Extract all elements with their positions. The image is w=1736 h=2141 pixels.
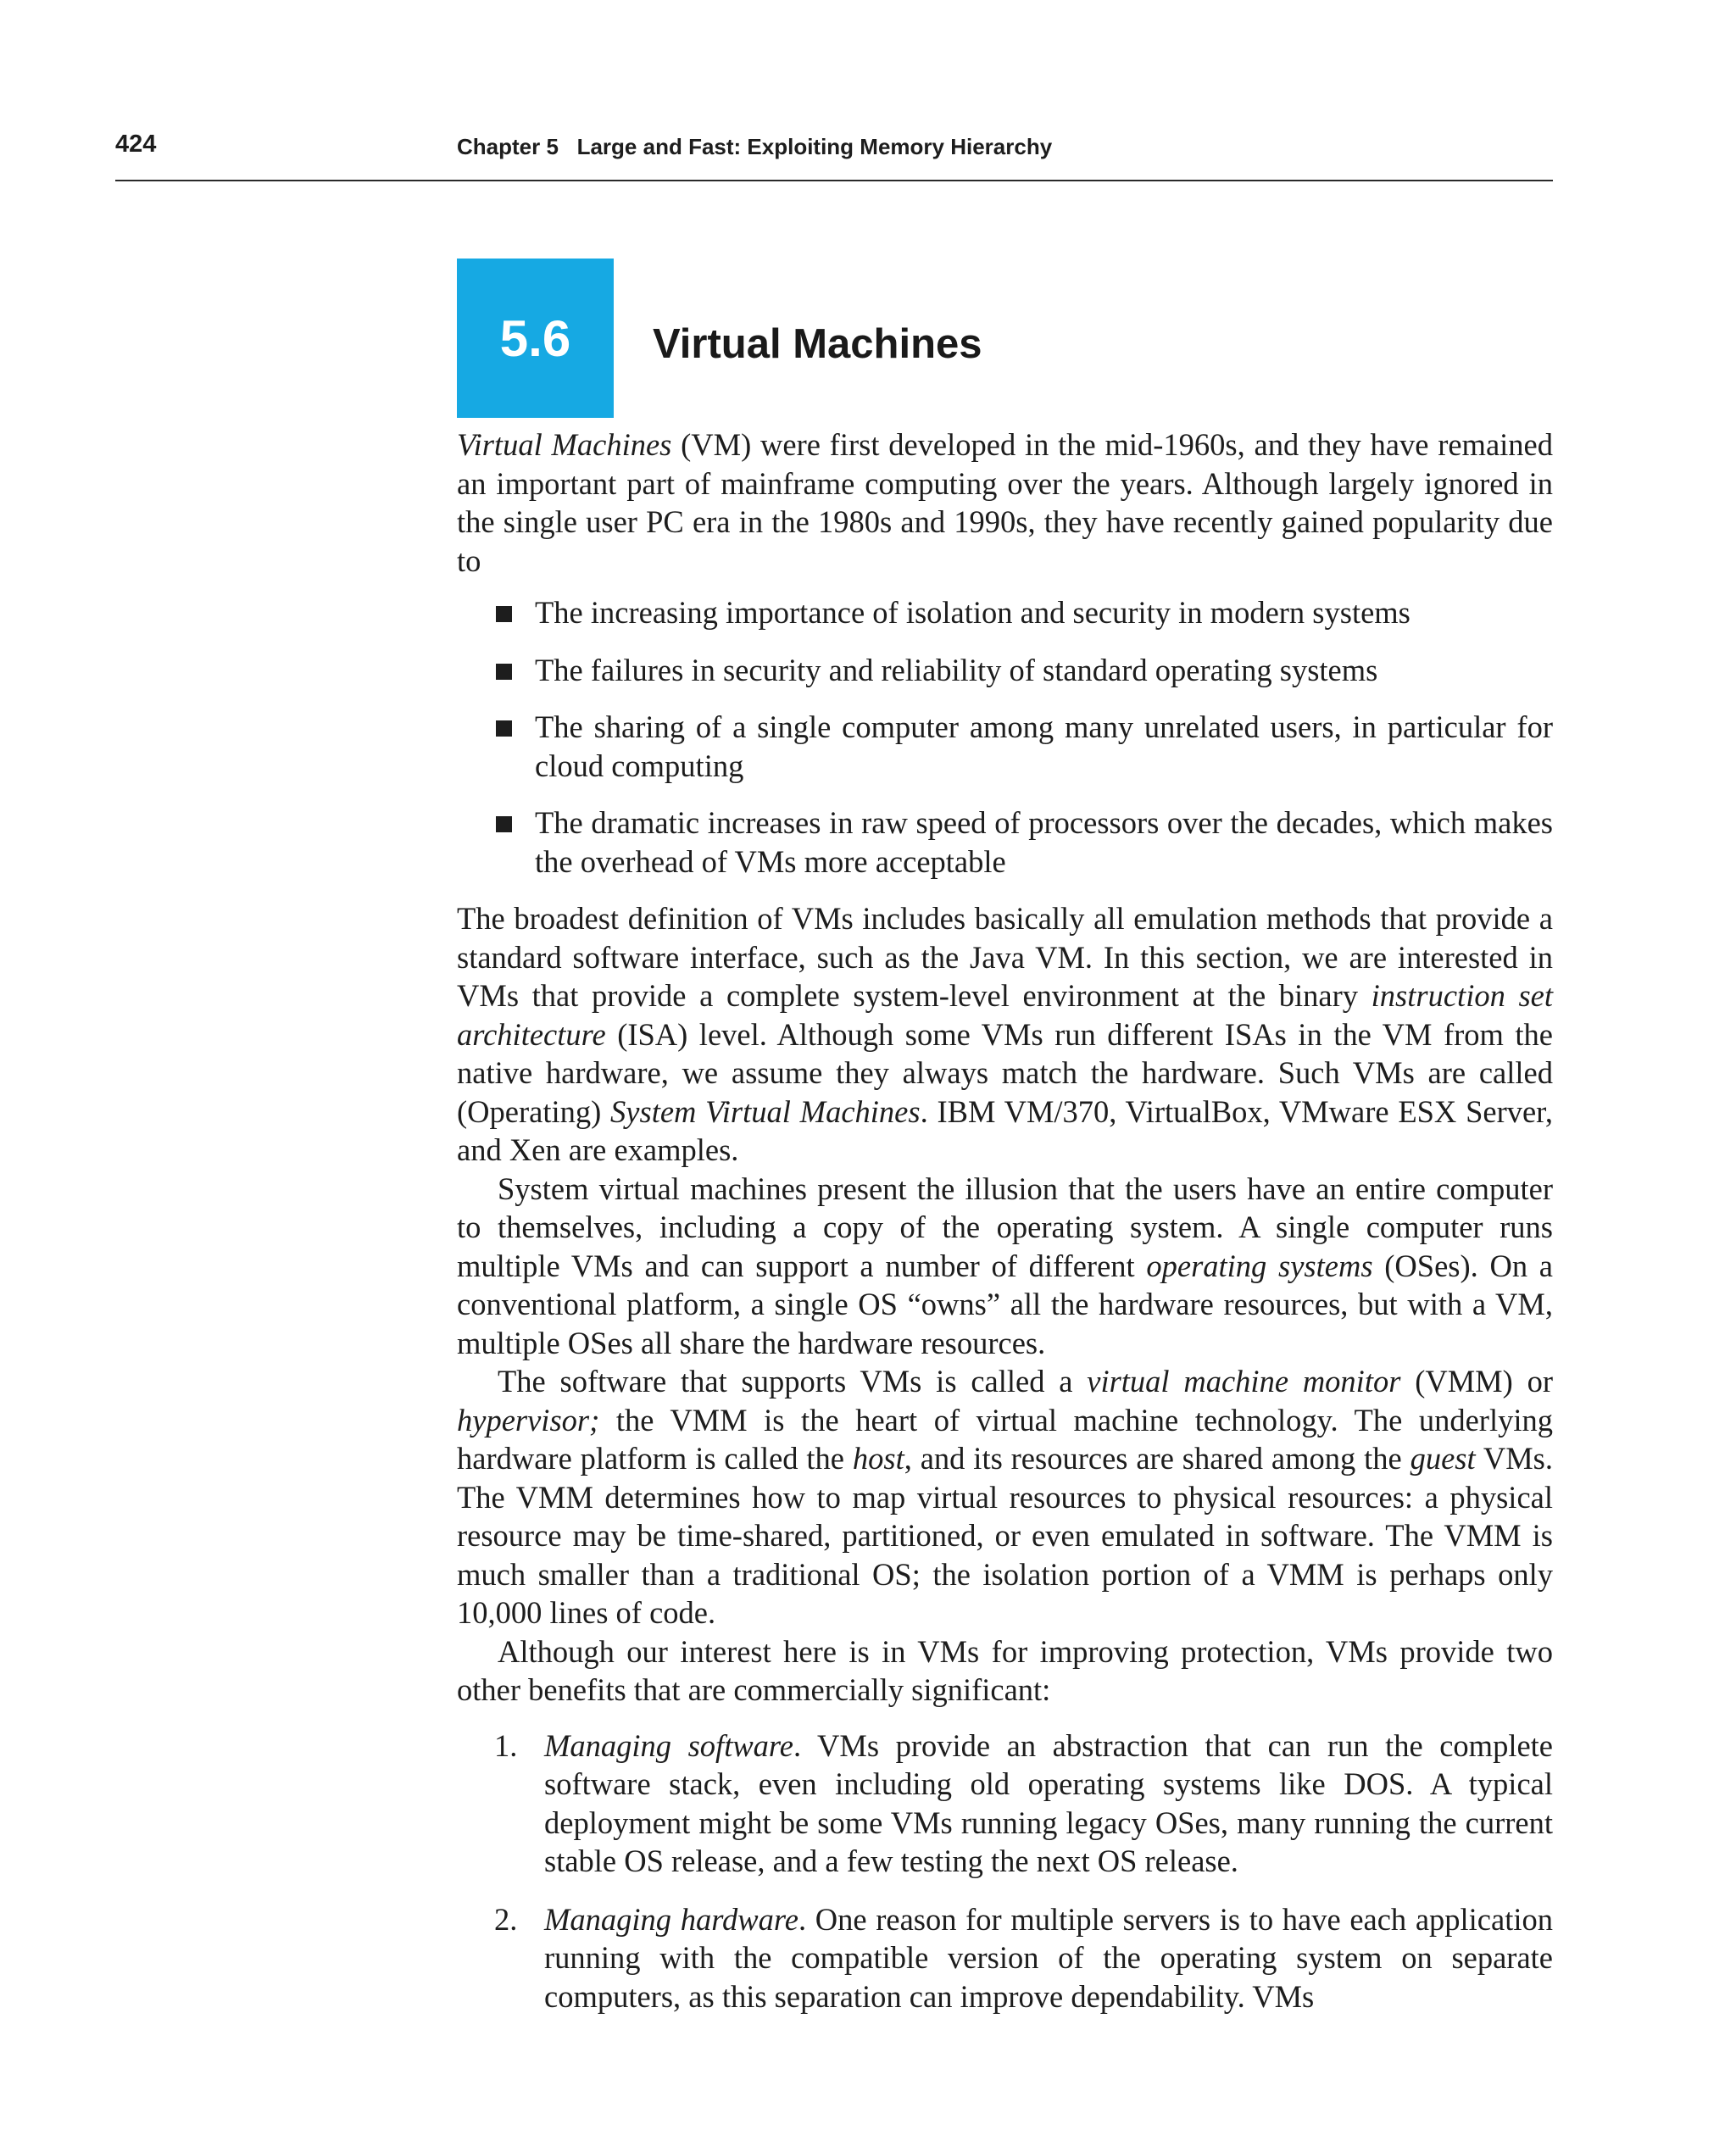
text-run: The software that supports VMs is called a <box>498 1364 1088 1399</box>
term-system-vm: System Virtual Machines <box>610 1093 921 1129</box>
intro-text: (VM) were first developed in the mid-1960s, and they have remained an important part of mainframe computing over the years. Although largely ignored in the single user PC era in the 1980s and 1990s, they have recently gained popularity due to <box>457 427 1553 578</box>
item-term: Managing hardware <box>544 1901 798 1937</box>
section-title: Virtual Machines <box>653 321 982 367</box>
term-hypervisor: hypervisor; <box>457 1402 600 1438</box>
list-item <box>457 708 1553 785</box>
square-bullet-icon <box>496 720 512 737</box>
paragraph-benefits: Although our interest here is in VMs for improving protection, VMs provide two other benefits that are commercially significant: <box>457 1633 1553 1707</box>
item-term: Managing software <box>544 1727 793 1763</box>
paragraph-illusion <box>457 1170 1553 1363</box>
term-vmm: virtual machine monitor <box>1087 1364 1401 1399</box>
intro-paragraph <box>457 425 1553 580</box>
bullet-list <box>457 593 1553 881</box>
list-item <box>457 1900 1553 2016</box>
bullet-text: The increasing importance of isolation and security in modern systems <box>535 595 1410 630</box>
term-isa: instruction set architecture <box>457 978 1554 1052</box>
paragraph-vmm <box>457 1362 1553 1632</box>
intro-term: Virtual Machines <box>457 427 672 462</box>
running-header <box>115 127 1553 181</box>
text-run: System virtual machines present the illusion that the users have an entire computer to themselves, including a copy of the operating system. A single computer runs multiple VMs and can support a number of different <box>457 1171 1553 1283</box>
body-text <box>457 425 1553 2035</box>
square-bullet-icon <box>496 816 512 832</box>
text-run: the VMM is the heart of virtual machine technology. The underlying hardware platform is called the <box>457 1402 1553 1476</box>
item-number: 1. <box>494 1727 518 1763</box>
section-number-box <box>457 259 614 418</box>
text-run: , and its resources are shared among the <box>904 1441 1410 1476</box>
term-host: host <box>852 1441 904 1476</box>
text-run: (OSes). On a conventional platform, a single OS “owns” all the hardware resources, but with a VM, multiple OSes all share the hardware resources. <box>457 1248 1553 1360</box>
list-item <box>457 651 1553 690</box>
term-guest: guest <box>1410 1441 1476 1476</box>
item-text: . One reason for multiple servers is to have each application running with the compatible version of the operating system on separate computers, as this separation can improve dependability. VMs <box>544 1901 1553 2014</box>
section-number: 5.6 <box>499 310 571 367</box>
text-run: . IBM VM/370, VirtualBox, VMware ESX Server, and Xen are examples. <box>457 1093 1553 1167</box>
item-number: 2. <box>494 1901 518 1937</box>
page-number: 424 <box>115 131 157 158</box>
list-item <box>457 593 1553 632</box>
numbered-list <box>457 1727 1553 2016</box>
text-run: (VMM) or <box>1400 1364 1553 1399</box>
bullet-text: The failures in security and reliability of standard operating systems <box>535 652 1378 687</box>
list-item <box>457 1727 1553 1881</box>
square-bullet-icon <box>496 664 512 680</box>
list-item <box>457 804 1553 881</box>
paragraph-definition <box>457 899 1553 1170</box>
chapter-title: Chapter 5 Large and Fast: Exploiting Memory Hierarchy <box>457 134 1053 159</box>
term-operating-systems: operating systems <box>1146 1248 1373 1283</box>
square-bullet-icon <box>496 606 512 622</box>
text-run: VMs. The VMM determines how to map virtual resources to physical resources: a physical resource may be time-shared, partitioned, or even emulated in software. The VMM is much smaller than a traditional OS; the isolation portion of a VMM is perhaps only 10,000 lines of code. <box>457 1441 1553 1630</box>
bullet-text: The sharing of a single computer among many unrelated users, in particular for cloud computing <box>535 709 1553 783</box>
text-run: The broadest definition of VMs includes basically all emulation methods that provide a standard software interface, such as the Java VM. In this section, we are interested in VMs that provide a complete system-level environment at the binary <box>457 901 1553 1013</box>
bullet-text: The dramatic increases in raw speed of processors over the decades, which makes the overhead of VMs more acceptable <box>535 805 1553 879</box>
item-text: . VMs provide an abstraction that can run the complete software stack, even including old operating systems like DOS. A typical deployment might be some VMs running legacy OSes, many running the current stable OS release, and a few testing the next OS release. <box>544 1727 1554 1878</box>
text-run: (ISA) level. Although some VMs run different ISAs in the VM from the native hardware, we assume they always match the hardware. Such VMs are called (Operating) <box>457 1016 1553 1129</box>
